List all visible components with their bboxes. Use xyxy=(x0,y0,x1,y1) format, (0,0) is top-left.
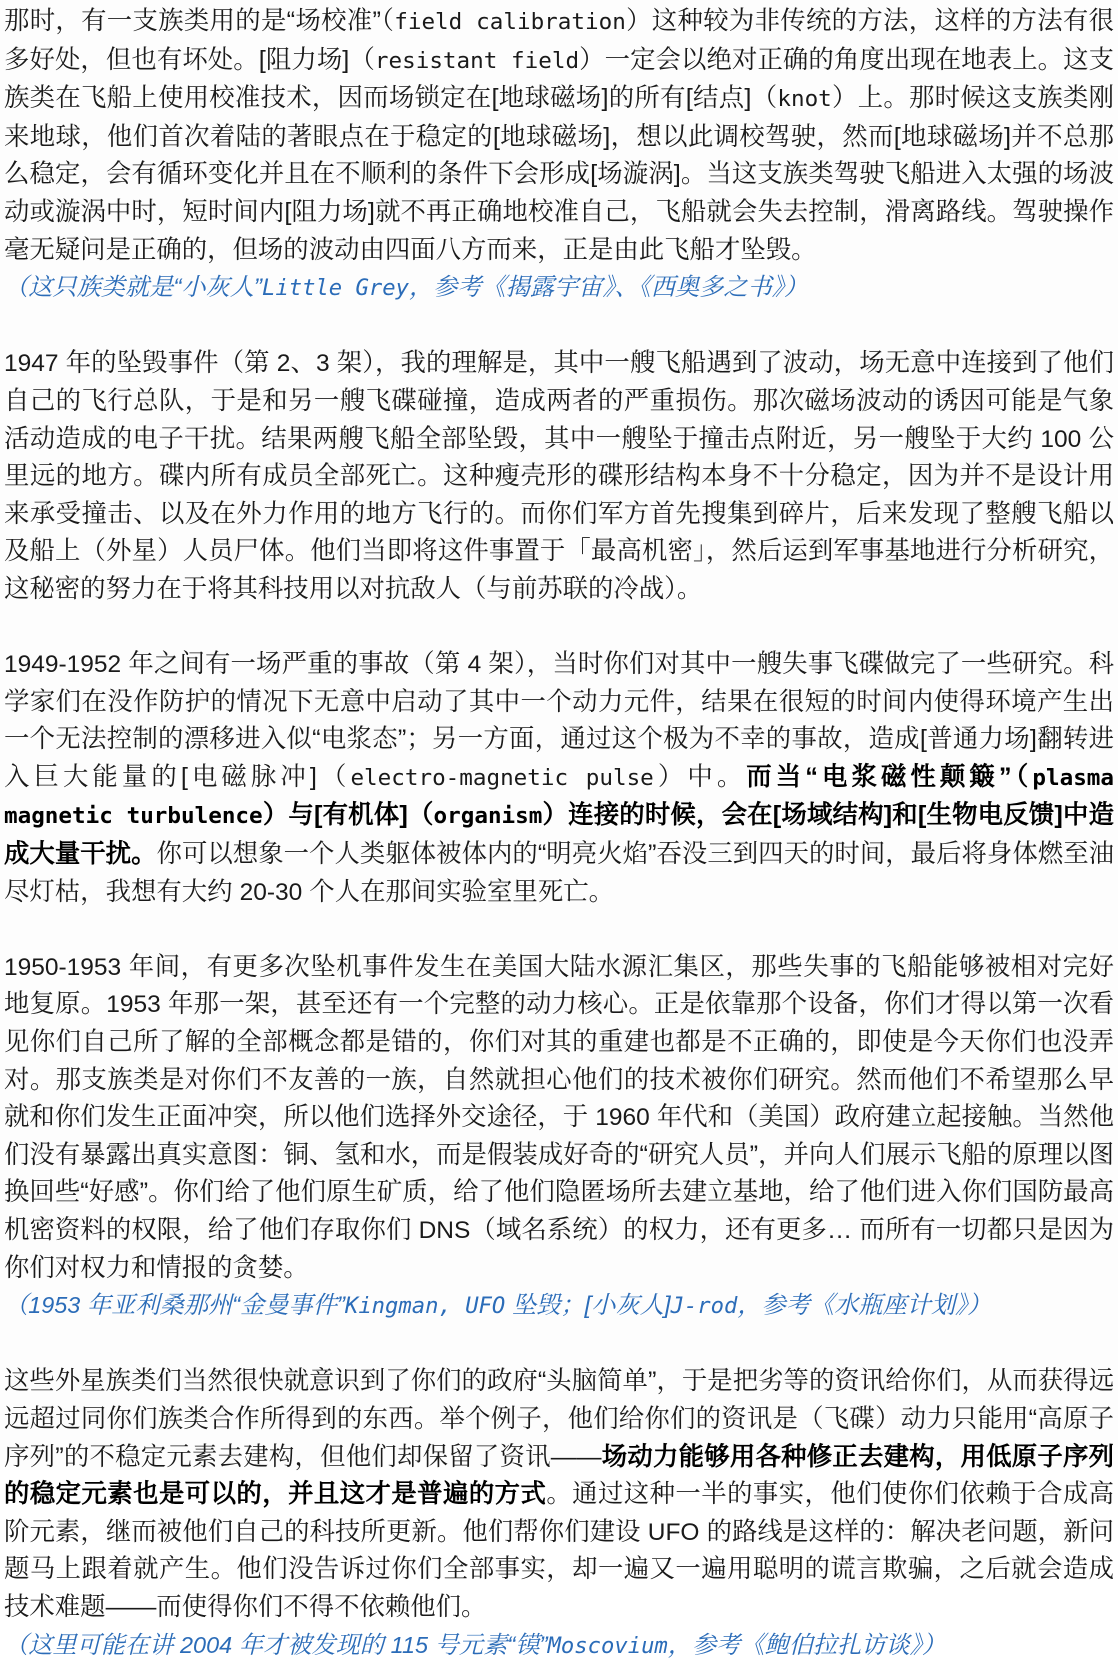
text-run: 2004 xyxy=(180,1631,233,1658)
annotation-line xyxy=(4,1627,1114,1665)
text-run: Moscovium xyxy=(547,1632,668,1659)
text-run: 4 xyxy=(467,651,482,679)
text-run: 年的坠毁事件（第 xyxy=(58,349,277,378)
emphasis-run: organism xyxy=(433,803,543,830)
text-run: ，参考《水瓶座计划》） xyxy=(737,1292,992,1320)
text-run: ，参考《鲍伯拉扎访谈》） xyxy=(667,1631,946,1659)
text-run: 年那一架，甚至还有一个完整的动力核心。正是依靠那个设备，你们才得以第一次看见你们自己所了解的全部概念都是错的，你们对其的重建也都是不正确的，即使是今天你们也没弄对。那支族类是对你们不友善的一族，自然就担心他们的技术被你们研究。然而他们不希望那么早就和你们发生正面冲突，所以他们选择外交途径，于 xyxy=(4,990,1115,1132)
text-run: 115 xyxy=(390,1631,428,1658)
text-run: 1947 xyxy=(4,350,59,378)
text-run: 20-30 xyxy=(239,878,303,906)
text-run: 那时，有一支族类用的是“场校准”（ xyxy=(4,7,395,35)
text-run: （ xyxy=(4,1292,29,1320)
text-run: ）这种较为非传统的方法，这样的方法有很多好处，但也有坏处。[阻力场]（ xyxy=(4,7,1115,74)
text-run: 3 xyxy=(315,350,330,378)
text-run: UFO xyxy=(647,1518,700,1546)
text-run: 1949-1952 xyxy=(4,651,122,679)
text-run: field calibration xyxy=(394,9,626,35)
text-run: ）一定会以绝对正确的角度出现在地表上。这支族类在飞船上使用校准技术，因而场锁定在[地球磁场]的所有[结点]（ xyxy=(4,45,1115,113)
body-paragraph xyxy=(4,3,1114,269)
text-run: 1953 xyxy=(28,1292,81,1319)
text-run: 年代和（美国）政府建立起接触。当然他们没有暴露出真实意图：铜、氢和水，而是假装成好奇的“研究人员”，并向人们展示飞船的原理以图换回些“好感”。你们给了他们原生矿质，给了他们隐匿场所去建立基地，给了他们进入你们国防最高机密资料的权限，给了他们存取你们 xyxy=(4,1103,1114,1244)
text-run: knot xyxy=(777,86,832,113)
text-run: 1953 xyxy=(106,991,161,1019)
text-run: J-rod xyxy=(670,1293,738,1320)
text-run: ）上。那时候这支族类刚来地球，他们首次着陆的著眼点在于稳定的[地球磁场]，想以此调校驾驶，然而[地球磁场]并不总那么稳定，会有循环变化并且在不顺利的条件下会形成[场漩涡]。当这支族类驾驶飞船进入太强的场波动或漩涡中时，短时间内[阻力场]就不再正确地校准自己，飞船就会失去控制，滑离路线。驾驶操作毫无疑问是正确的，但场的波动由四面八方而来，正是由此飞船才坠毁。 xyxy=(4,84,1115,264)
annotation-line xyxy=(4,1287,1114,1326)
text-run: ）中。 xyxy=(653,762,747,791)
text-run: 100 xyxy=(1040,425,1082,453)
text-run: 架），我的理解是，其中一艘飞船遇到了波动，场无意中连接到了他们自己的飞行总队，于是和另一艘飞碟碰撞，造成两者的严重损伤。那次磁场波动的诱因可能是气象活动造成的电子干扰。结果两艘飞船全部坠毁，其中一艘坠于撞击点附近，另一艘坠于大约 xyxy=(4,349,1115,453)
annotation-line xyxy=(4,269,1114,308)
emphasis-run: ）连接的时候，会在[场域结构]和[生物电反馈]中造成大量干扰。 xyxy=(4,801,1114,869)
body-paragraph xyxy=(4,646,1114,911)
text-run: 1950-1953 xyxy=(4,953,122,981)
body-paragraph xyxy=(4,949,1114,1287)
text-run: 个人在那间实验室里死亡。 xyxy=(302,877,614,906)
text-run: Little Grey xyxy=(262,275,409,302)
text-run: 的路线是这样的：解决老问题，新问题马上跟着就产生。他们没告诉过你们全部事实，却一遍又一遍用聪明的谎言欺骗，之后就会造成技术难题——而使得你们不得不依赖他们。 xyxy=(4,1517,1114,1621)
text-run: 年之间有一场严重的事故（第 xyxy=(121,650,468,679)
text-run: 年间，有更多次坠机事件发生在美国大陆水源汇集区，那些失事的飞船能够被相对完好地复原。 xyxy=(4,952,1114,1019)
body-paragraph xyxy=(4,345,1114,608)
text-run: 。通过这种一半的事实，他们使你们依赖于合成高阶元素，继而被他们自己的科技所更新。他们帮你们建设 xyxy=(4,1480,1115,1546)
body-paragraph xyxy=(4,1363,1114,1626)
text-run: 、 xyxy=(290,349,316,378)
text-run: resistant field xyxy=(374,47,580,74)
text-run: electro-magnetic pulse xyxy=(350,764,654,791)
text-run: 1960 xyxy=(595,1104,650,1132)
text-run: 年才被发现的 xyxy=(232,1631,391,1659)
text-run: 坠毁；[小灰人] xyxy=(505,1292,671,1320)
document-body xyxy=(4,0,1114,1665)
text-run: 号元素“镆” xyxy=(427,1631,548,1659)
emphasis-run: plasma magnetic turbulence xyxy=(4,764,1115,830)
text-run: DNS xyxy=(418,1217,471,1244)
text-run: Kingman, UFO xyxy=(344,1293,506,1320)
text-run: 这些外星族类们当然很快就意识到了你们的政府“头脑简单”，于是把劣等的资讯给你们，从而获得远远超过同你们族类合作所得到的东西。举个例子，他们给你们的资讯是（飞碟）动力只能用“高原子序列”的不稳定元素去建构，但他们却保留了资讯—— xyxy=(4,1367,1114,1471)
emphasis-run: 而当“电浆磁性颠簸”（ xyxy=(746,762,1033,791)
text-run: ，参考《揭露宇宙》、《西奥多之书》） xyxy=(408,274,809,302)
emphasis-run: 场动力能够用各种修正去建构，用低原子序列的稳定元素也是可以的，并且这才是普遍的方式 xyxy=(4,1442,1114,1509)
text-run: （这里可能在讲 xyxy=(4,1631,181,1659)
text-run: （这只族类就是“小灰人” xyxy=(4,274,262,302)
emphasis-run: ）与[有机体]（ xyxy=(262,801,434,830)
text-run: （域名系统）的权力，还有更多… 而所有一切都只是因为你们对权力和情报的贪婪。 xyxy=(4,1216,1114,1282)
text-run: 架），当时你们对其中一艘失事飞碟做完了一些研究。科学家们在没作防护的情况下无意中启动了其中一个动力元件，结果在很短的时间内使得环境产生出一个无法控制的漂移进入似“电浆态”；另一方面，通过这个极为不幸的事故，造成[普通力场]翻转进入巨大能量的[电磁脉冲]（ xyxy=(4,650,1114,791)
text-run: 你可以想象一个人类躯体被体内的“明亮火焰”吞没三到四天的时间，最后将身体燃至油尽灯枯，我想有大约 xyxy=(4,840,1115,906)
text-run: 公里远的地方。碟内所有成员全部死亡。这种瘦壳形的碟形结构本身不十分稳定，因为并不是设计用来承受撞击、以及在外力作用的地方飞行的。而你们军方首先搜集到碎片，后来发现了整艘飞船以及船上（外星）人员尸体。他们当即将这件事置于「最高机密」，然后运到军事基地进行分析研究，这秘密的努力在于将其科技用以对抗敌人（与前苏联的冷战）。 xyxy=(4,424,1114,603)
text-run: 2 xyxy=(276,350,291,378)
text-run: 年亚利桑那州“金曼事件” xyxy=(80,1292,345,1320)
